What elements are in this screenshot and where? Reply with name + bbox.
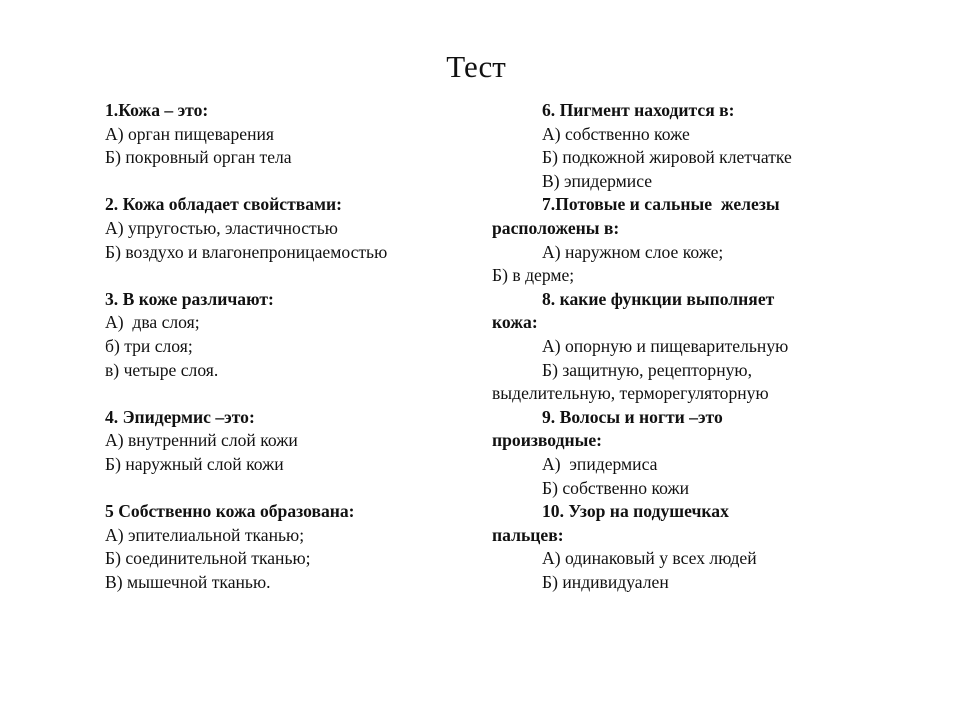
question-10-answer-b: Б) индивидуален — [542, 571, 669, 592]
question-6-answer-b: Б) подкожной жировой клетчатке — [542, 147, 792, 168]
question-3-answer-c: в) четыре слоя. — [105, 359, 219, 380]
question-7-continued: расположены в: — [492, 217, 620, 238]
question-5-answer-c: В) мышечной тканью. — [105, 571, 271, 592]
question-9-answer-b: Б) собственно кожи — [542, 477, 690, 498]
question-4-answer-a: А) внутренний слой кожи — [105, 430, 298, 451]
question-5-answer-b: Б) соединительной тканью; — [105, 548, 311, 569]
question-9: 9. Волосы и ногти –это — [542, 406, 723, 427]
question-10: 10. Узор на подушечках — [542, 501, 729, 522]
question-4-answer-b: Б) наружный слой кожи — [105, 453, 284, 474]
question-7-answer-b: Б) в дерме; — [492, 265, 575, 286]
question-4: 4. Эпидермис –это: — [105, 406, 255, 427]
question-8: 8. какие функции выполняет — [542, 288, 775, 309]
question-10-answer-a: А) одинаковый у всех людей — [542, 548, 757, 569]
left-column — [105, 99, 485, 594]
question-3-answer-b: б) три слоя; — [105, 335, 193, 356]
question-7-answer-a: А) наружном слое коже; — [542, 241, 724, 262]
question-3: 3. В коже различают: — [105, 288, 274, 309]
question-10-continued: пальцев: — [492, 524, 564, 545]
question-8-answer-a: А) опорную и пищеварительную — [542, 335, 789, 356]
page-title: Тест — [446, 49, 506, 84]
question-6-answer-c: В) эпидермисе — [542, 170, 653, 191]
question-2-answer-a: А) упругостью, эластичностью — [105, 217, 338, 238]
right-column — [492, 99, 932, 594]
spacer — [105, 264, 485, 288]
question-5-answer-a: А) эпителиальной тканью; — [105, 524, 305, 545]
question-6-answer-a: А) собственно коже — [542, 123, 690, 144]
question-1: 1.Кожа – это: — [105, 100, 209, 120]
question-9-answer-a: А) эпидермиса — [542, 453, 658, 474]
question-8-answer-b: Б) защитную, рецепторную, — [542, 359, 752, 380]
question-5: 5 Собственно кожа образована: — [105, 501, 355, 522]
question-3-answer-a: А) два слоя; — [105, 312, 200, 333]
question-2-answer-b: Б) воздухо и влагонепроницаемостью — [105, 241, 388, 262]
question-9-continued: производные: — [492, 430, 603, 451]
question-1-answer-a: А) орган пищеварения — [105, 123, 274, 144]
spacer — [105, 477, 485, 501]
question-6: 6. Пигмент находится в: — [542, 100, 735, 120]
spacer — [105, 170, 485, 194]
spacer — [105, 382, 485, 406]
question-2: 2. Кожа обладает свойствами: — [105, 194, 343, 215]
question-8-answer-b-continued: выделительную, терморегуляторную — [492, 383, 769, 404]
question-1-answer-b: Б) покровный орган тела — [105, 147, 292, 168]
question-7: 7.Потовые и сальные железы — [542, 194, 780, 215]
question-8-continued: кожа: — [492, 312, 538, 333]
